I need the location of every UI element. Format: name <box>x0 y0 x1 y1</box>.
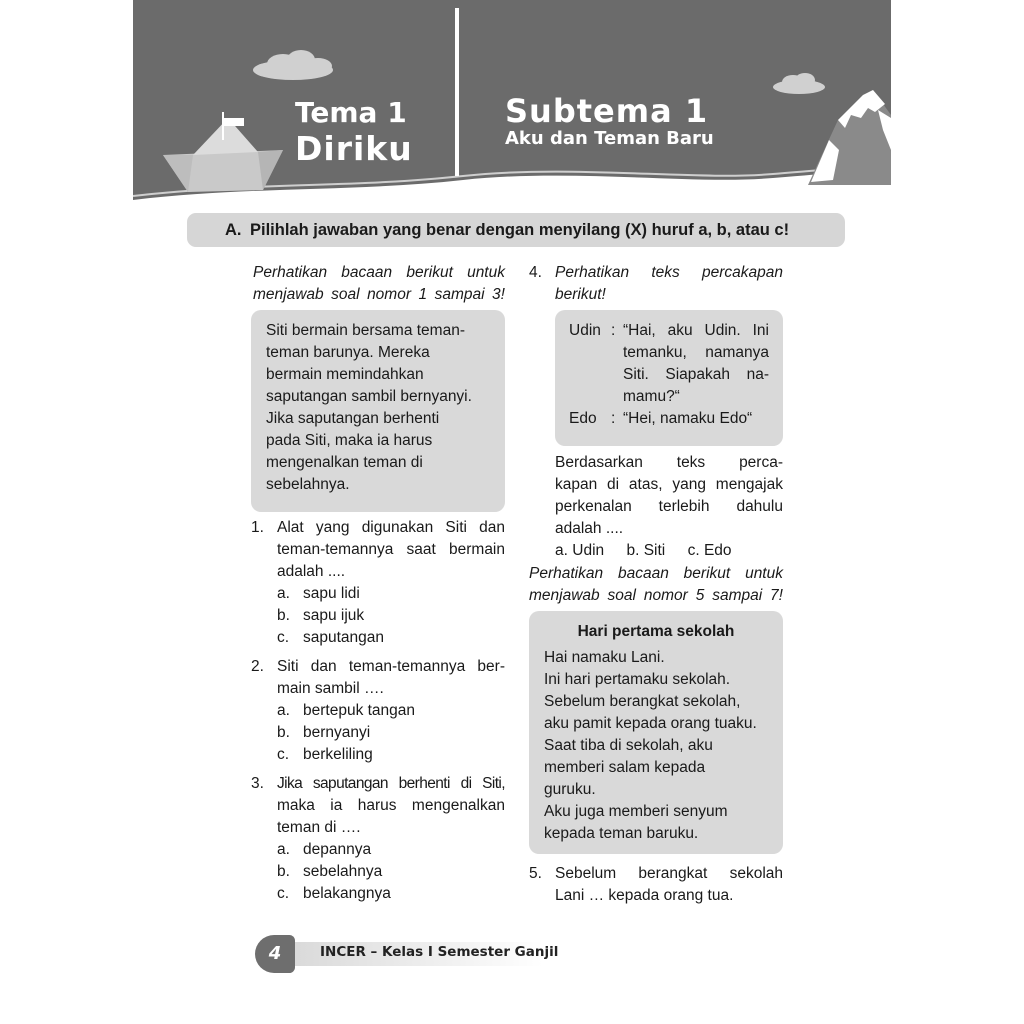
question-5 <box>529 863 783 909</box>
subtema-label: Subtema 1 <box>505 92 709 130</box>
dialog-separator: : <box>611 322 616 339</box>
option-letter: c. <box>277 629 290 646</box>
instruction-number: A. <box>225 221 242 239</box>
option-b[interactable] <box>626 542 665 559</box>
dialog-speaker: Edo <box>569 410 597 427</box>
option-text: Siti <box>643 542 666 559</box>
footer-text: INCER – Kelas I Semester Ganjil <box>320 944 559 960</box>
question-number: 3. <box>251 775 264 792</box>
option-letter: b. <box>277 724 290 741</box>
passage-line: bermain memindahkan <box>266 366 424 383</box>
option-a[interactable] <box>277 700 415 722</box>
story-title: Hari pertama sekolah <box>577 623 735 640</box>
option-letter: b. <box>626 542 640 559</box>
story-line: guruku. <box>544 781 596 798</box>
page-number: 4 <box>255 935 295 973</box>
story-line: aku pamit kepada orang tuaku. <box>544 715 757 732</box>
option-letter: a. <box>277 702 290 719</box>
question-4-options <box>555 540 783 562</box>
option-c[interactable] <box>688 542 732 559</box>
right-intro-line: menjawab soal nomor 5 sampai 7! <box>529 587 783 604</box>
option-text: bernyanyi <box>303 724 371 741</box>
question-4-intro <box>529 262 783 308</box>
question-number: 2. <box>251 658 264 675</box>
question-line: Berdasarkan teks perca- <box>555 454 783 471</box>
question-4-text <box>555 452 783 540</box>
question-line: Siti dan teman-temannya ber- <box>277 658 505 675</box>
option-letter: a. <box>277 585 290 602</box>
right-intro <box>529 563 783 607</box>
instruction-text: Pilihlah jawaban yang benar dengan menyilang (X) huruf a, b, atau c! <box>250 221 790 239</box>
option-letter: a. <box>555 542 568 559</box>
left-intro-line: Perhatikan bacaan berikut untuk <box>253 264 505 281</box>
question-2 <box>251 656 505 766</box>
option-c[interactable] <box>277 883 391 905</box>
option-a[interactable] <box>555 542 604 559</box>
option-text: bertepuk tangan <box>303 702 416 719</box>
option-c[interactable] <box>277 744 373 766</box>
subtema-name: Aku dan Teman Baru <box>505 128 714 149</box>
story-line: Hai namaku Lani. <box>544 649 665 666</box>
option-letter: a. <box>277 841 290 858</box>
question-number: 4. <box>529 264 542 281</box>
question-line: main sambil …. <box>277 680 384 697</box>
dialog-speaker: Udin <box>569 322 601 339</box>
question-line: teman-temannya saat bermain <box>277 541 505 558</box>
passage-line: Jika saputangan berhenti <box>266 410 440 427</box>
option-text: sapu ijuk <box>303 607 365 624</box>
question-line: teman di …. <box>277 819 361 836</box>
option-c[interactable] <box>277 627 384 649</box>
tema-label: Tema 1 <box>295 96 407 129</box>
question-line: kapan di atas, yang mengajak <box>555 476 783 493</box>
instruction-bar <box>187 213 845 247</box>
dialog-line: “Hei, namaku Edo“ <box>623 410 753 427</box>
option-text: saputangan <box>303 629 385 646</box>
option-text: sebelahnya <box>303 863 383 880</box>
header-banner <box>133 0 891 205</box>
option-text: Edo <box>703 542 732 559</box>
passage-line: mengenalkan teman di <box>266 454 423 471</box>
option-letter: c. <box>687 542 700 559</box>
option-text: depannya <box>303 841 372 858</box>
option-text: sapu lidi <box>303 585 360 602</box>
tema-name: Diriku <box>295 129 413 168</box>
right-intro-line: Perhatikan bacaan berikut untuk <box>529 565 783 582</box>
option-letter: b. <box>277 863 290 880</box>
story-text <box>544 647 780 845</box>
dialog-line: Siti. Siapakah na- <box>623 366 769 383</box>
story-line: memberi salam kepada <box>544 759 706 776</box>
story-line: Ini hari pertamaku sekolah. <box>544 671 731 688</box>
passage-line: saputangan sambil bernyanyi. <box>266 388 472 405</box>
passage-line: teman barunya. Mereka <box>266 344 430 361</box>
question-1 <box>251 517 505 649</box>
question-line: adalah .... <box>277 563 346 580</box>
passage-text <box>266 320 496 496</box>
option-letter: c. <box>277 746 290 763</box>
option-b[interactable] <box>277 861 382 883</box>
question-number: 1. <box>251 519 264 536</box>
question-number: 5. <box>529 865 542 882</box>
option-a[interactable] <box>277 839 371 861</box>
dialog-line: temanku, namanya <box>623 344 769 361</box>
option-text: belakangnya <box>303 885 391 902</box>
question-line: Jika saputangan berhenti di Siti, <box>277 775 505 792</box>
question-line: perkenalan terlebih dahulu <box>555 498 783 515</box>
option-b[interactable] <box>277 722 370 744</box>
dialog-separator: : <box>611 410 616 427</box>
option-letter: c. <box>277 885 290 902</box>
question-line: Lani … kepada orang tua. <box>555 887 734 904</box>
option-letter: b. <box>277 607 290 624</box>
question-line: Sebelum berangkat sekolah <box>555 865 783 882</box>
dialog-line: mamu?“ <box>623 388 680 405</box>
question-line: Alat yang digunakan Siti dan <box>277 519 505 536</box>
option-text: Udin <box>572 542 605 559</box>
option-text: berkeliling <box>303 746 373 763</box>
question-line: maka ia harus mengenalkan <box>277 797 505 814</box>
passage-line: Siti bermain bersama teman- <box>266 322 465 339</box>
dialog-line: “Hai, aku Udin. Ini <box>623 322 769 339</box>
left-intro-line: menjawab soal nomor 1 sampai 3! <box>253 286 505 303</box>
story-line: Sebelum berangkat sekolah, <box>544 693 741 710</box>
question-line: berikut! <box>555 286 606 303</box>
question-3 <box>251 773 505 905</box>
question-line: Perhatikan teks percakapan <box>555 264 783 281</box>
story-line: Aku juga memberi senyum <box>544 803 728 820</box>
passage-line: sebelahnya. <box>266 476 350 493</box>
left-intro <box>253 262 505 306</box>
passage-line: pada Siti, maka ia harus <box>266 432 433 449</box>
worksheet-page <box>133 0 891 1024</box>
question-line: adalah .... <box>555 520 624 537</box>
option-a[interactable] <box>277 583 360 605</box>
story-line: Saat tiba di sekolah, aku <box>544 737 713 754</box>
story-line: kepada teman baruku. <box>544 825 699 842</box>
option-b[interactable] <box>277 605 364 627</box>
